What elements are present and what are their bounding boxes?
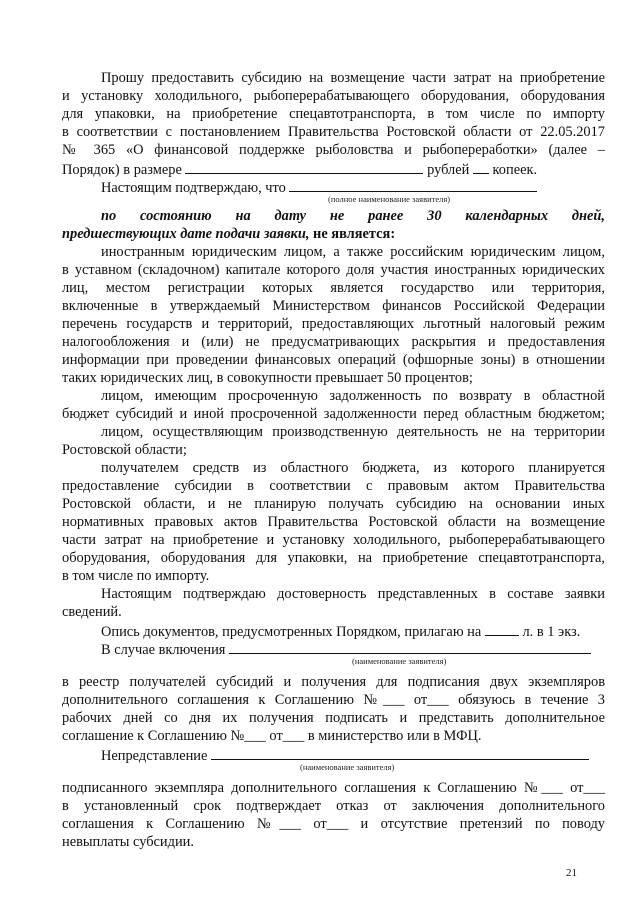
inclusion-text: В случае включения bbox=[101, 642, 226, 658]
p4-line: Ростовской области; bbox=[62, 442, 187, 458]
confirm-text: Настоящим подтверждаю, что bbox=[101, 180, 286, 196]
p2-line: таких юридических лиц, в совокупности превышает 50 процентов; bbox=[62, 370, 473, 386]
p9-line: в реестр получателей субсидий и получения для подписания двух экземпляров bbox=[62, 674, 605, 690]
p1-line: в соответствии с постановлением Правительства Ростовской области от 22.05.2017 bbox=[62, 124, 605, 140]
p3-line: лицом, имеющим просроченную задолженность по возврату в областной bbox=[101, 388, 605, 404]
applicant-name-caption-2: (наименование заявителя) bbox=[300, 762, 395, 772]
bold-statement-plain: не является: bbox=[313, 226, 396, 242]
kopecks-label: копеек. bbox=[492, 162, 538, 178]
p2-line: налогообложения и (или) не предусматривающих раскрытия и предоставления bbox=[62, 334, 605, 350]
page-number: 21 bbox=[566, 867, 577, 879]
p5-line: оборудования, оборудования для упаковки, на приобретение спецавтотранспорта, bbox=[62, 550, 605, 566]
inventory-line bbox=[101, 622, 605, 641]
p9-line: соглашение к Соглашению №___ от___ в министерство или в МФЦ. bbox=[62, 728, 482, 744]
bold-statement-line: по состоянию на дату не ранее 30 календарных дней, bbox=[101, 208, 605, 224]
p9-line: рабочих дней со дня их получения подписать и представить дополнительное bbox=[62, 710, 605, 726]
p3-line: бюджет субсидий и иной просроченной задолженности перед областным бюджетом; bbox=[62, 406, 605, 422]
p5-line: в том числе по импорту. bbox=[62, 568, 210, 584]
p2-line: информации при проведении финансовых операций (офшорные зоны) в отношении bbox=[62, 352, 605, 368]
inventory-suffix: л. в 1 экз. bbox=[522, 624, 581, 640]
p9-line: дополнительного соглашения к Соглашению №___ от___ обязуюсь в течение 3 bbox=[62, 692, 605, 708]
bold-statement-italic: предшествующих дате подачи заявки, bbox=[62, 226, 310, 242]
p1-last-line bbox=[62, 160, 605, 179]
p6-line: Настоящим подтверждаю достоверность представленных в составе заявки bbox=[101, 586, 605, 602]
p11-line: соглашения к Соглашению №___ от___ и отсутствие претензий по поводу bbox=[62, 816, 605, 832]
p1-line: для упаковки, на приобретение спецавтотранспорта, в том числе по импорту bbox=[62, 106, 605, 122]
amount-kopecks-blank[interactable] bbox=[473, 160, 489, 174]
amount-label: Порядок) в размере bbox=[62, 162, 182, 178]
p1-line: № 365 «О финансовой поддержке рыболовства и рыбопереработки» (далее – bbox=[62, 142, 605, 158]
applicant-full-name-caption: (полное наименование заявителя) bbox=[328, 194, 451, 204]
applicant-name-caption: (наименование заявителя) bbox=[352, 656, 447, 666]
p5-line: получателем средств из областного бюджета, из которого планируется bbox=[101, 460, 605, 476]
inventory-pages-blank[interactable] bbox=[485, 622, 519, 636]
p5-line: Ростовской области, и не планирую получать субсидию на основании иных bbox=[62, 496, 605, 512]
p2-line: включенные в утверждаемый Министерством финансов Российской Федерации bbox=[62, 298, 605, 314]
bold-statement-line-2 bbox=[62, 226, 605, 243]
p11-line: подписанного экземпляра дополнительного соглашения к Соглашению №___ от___ bbox=[62, 780, 605, 796]
applicant-full-name-blank[interactable] bbox=[289, 178, 537, 192]
p6-line: сведений. bbox=[62, 604, 122, 620]
p11-line: в установленный срок подтверждает отказ от заключения дополнительного bbox=[62, 798, 605, 814]
applicant-name-blank-2[interactable] bbox=[211, 746, 589, 760]
rubles-label: рублей bbox=[427, 162, 470, 178]
amount-rubles-blank[interactable] bbox=[185, 160, 423, 174]
p1-line: и установку холодильного, рыбоперерабатывающего оборудования, оборудования bbox=[62, 88, 605, 104]
applicant-name-blank[interactable] bbox=[229, 640, 591, 654]
p5-line: предоставление субсидии в соответствии с правовым актом Правительства bbox=[62, 478, 605, 494]
p4-line: лицом, осуществляющим производственную деятельность не на территории bbox=[101, 424, 605, 440]
p2-line: лиц, местом регистрации которых является государство или территория, bbox=[62, 280, 605, 296]
p2-line: иностранным юридическим лицом, а также российским юридическим лицом, bbox=[101, 244, 605, 260]
p2-line: в уставном (складочном) капитале которого доля участия иностранных юридических bbox=[62, 262, 605, 278]
inventory-text: Опись документов, предусмотренных Порядком, прилагаю на bbox=[101, 624, 482, 640]
p1-line: Прошу предоставить субсидию на возмещение части затрат на приобретение bbox=[101, 70, 605, 86]
p5-line: части затрат на приобретение и установку холодильного, рыбоперерабатывающего bbox=[62, 532, 605, 548]
p5-line: нормативных правовых актов Правительства Ростовской области на возмещение bbox=[62, 514, 605, 530]
p2-line: перечень государств и территорий, предоставляющих льготный налоговый режим bbox=[62, 316, 605, 332]
p11-line: невыплаты субсидии. bbox=[62, 834, 194, 850]
non-submission-text: Непредставление bbox=[101, 748, 208, 764]
